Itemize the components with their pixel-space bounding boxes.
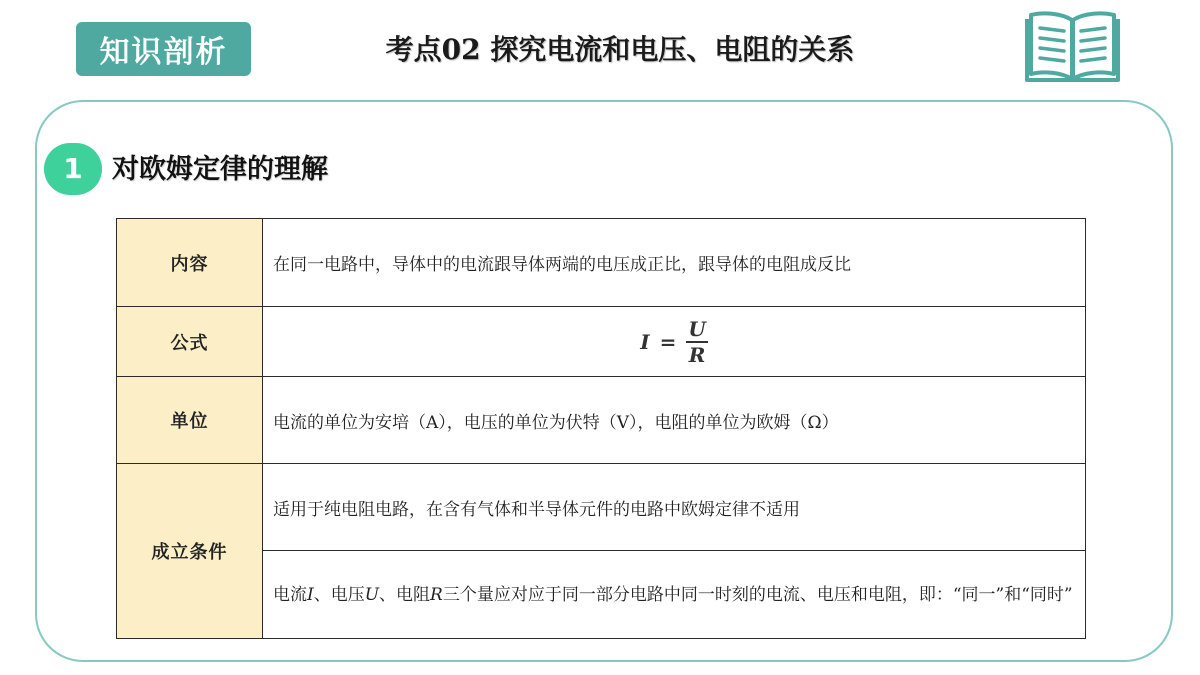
row-label-condition: 成立条件: [117, 464, 263, 639]
formula-fraction: [686, 316, 707, 367]
table-row-content: [117, 219, 1086, 307]
section-number: 1: [44, 143, 102, 195]
table-row-formula: [117, 307, 1086, 377]
row-label-formula: 公式: [117, 307, 263, 377]
condition-text-1: 电流: [273, 584, 307, 605]
ohm-law-table: [116, 218, 1086, 639]
formula-current: I: [640, 329, 650, 354]
formula-resistance: R: [688, 342, 706, 367]
section-title: 对欧姆定律的理解: [112, 154, 328, 185]
table-row-condition-2: [117, 551, 1086, 639]
condition-text-4: 三个量应对应于同一部分电路中同一时刻的电流、电压和电阻，即：“同一”和“同时”: [442, 584, 1073, 605]
row-value-condition-2: [263, 551, 1086, 639]
ohm-formula: [640, 316, 708, 367]
section-badge: 知识剖析: [76, 22, 251, 76]
formula-equals: =: [659, 329, 677, 354]
row-value-condition-1: 适用于纯电阻电路，在含有气体和半导体元件的电路中欧姆定律不适用: [263, 464, 1086, 551]
page-title: 考点02 探究电流和电压、电阻的关系: [385, 33, 855, 66]
row-label-unit: 单位: [117, 377, 263, 464]
formula-voltage: U: [688, 316, 706, 341]
condition-text-3: 、电阻: [379, 584, 431, 605]
row-value-content: 在同一电路中，导体中的电流跟导体两端的电压成正比，跟导体的电阻成反比: [263, 219, 1086, 307]
row-value-unit: 电流的单位为安培（A），电压的单位为伏特（V），电阻的单位为欧姆（Ω）: [263, 377, 1086, 464]
var-current: I: [307, 584, 314, 605]
var-resistance: R: [430, 584, 443, 605]
row-label-content: 内容: [117, 219, 263, 307]
open-book-icon: [1025, 8, 1120, 82]
table-row-condition-1: [117, 464, 1086, 551]
var-voltage: U: [364, 584, 380, 605]
table-row-unit: [117, 377, 1086, 464]
row-value-formula: [263, 307, 1086, 377]
condition-text-2: 、电压: [313, 584, 365, 605]
